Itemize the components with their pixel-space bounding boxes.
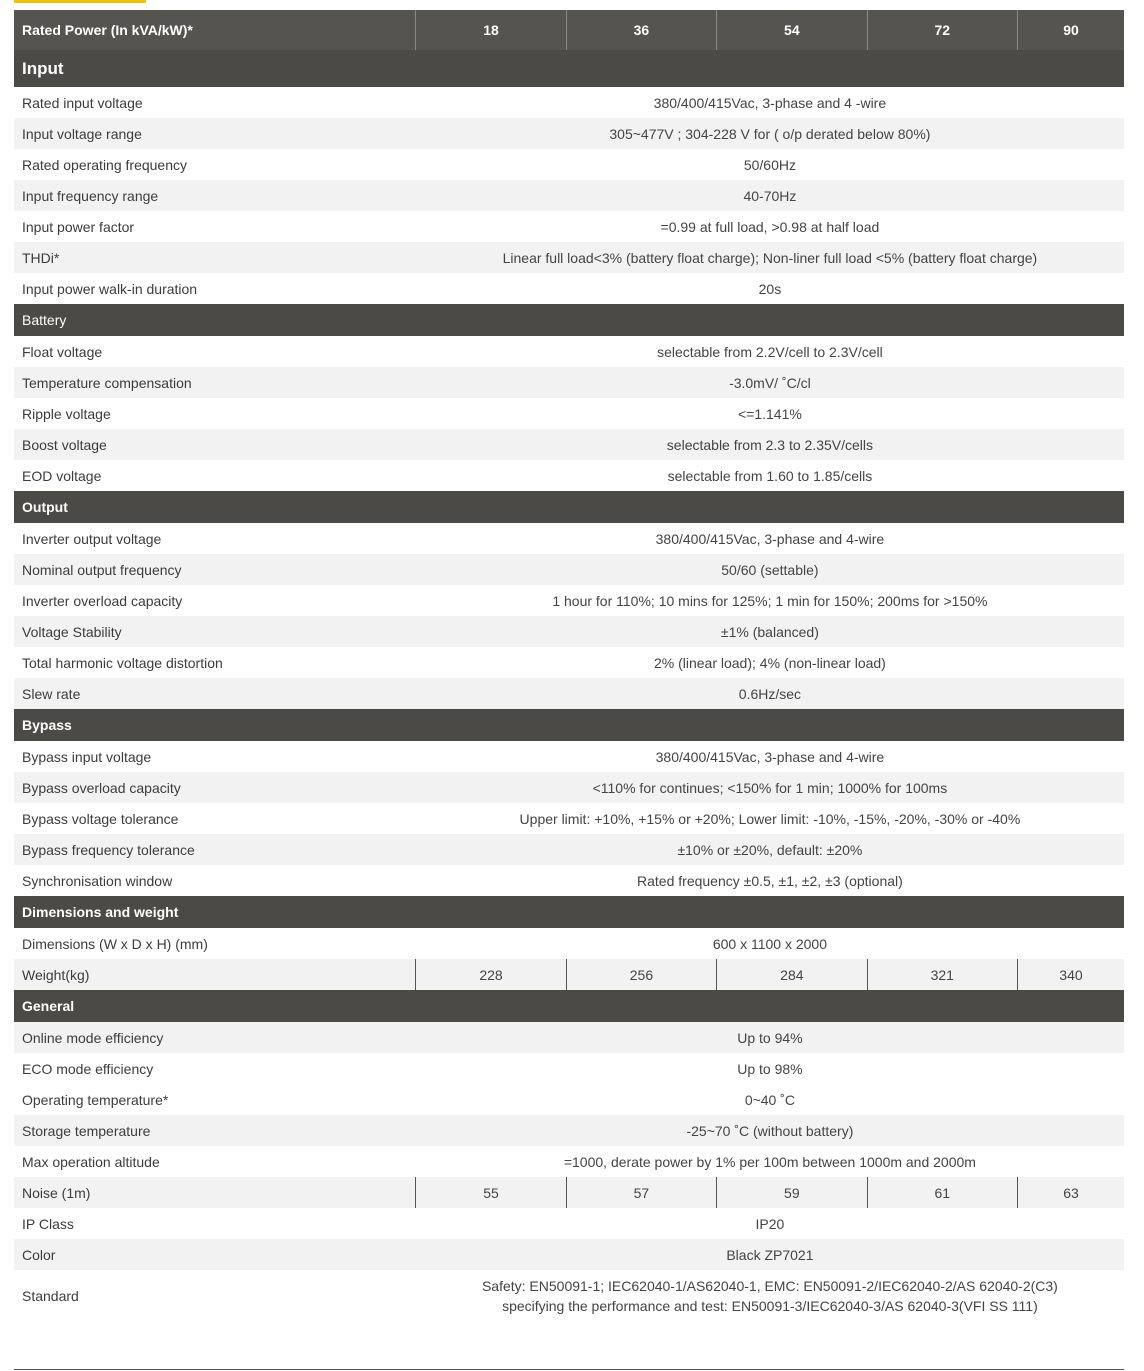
- spec-label: Total harmonic voltage distortion: [22, 654, 223, 671]
- spec-label: Nominal output frequency: [14, 554, 416, 585]
- spec-value: 0.6Hz/sec: [416, 678, 1124, 709]
- spec-value: Rated frequency ±0.5, ±1, ±2, ±3 (optional): [637, 872, 903, 889]
- spec-label: Weight(kg): [14, 959, 416, 990]
- model-72: 72: [867, 10, 1017, 50]
- spec-row: [14, 1115, 1124, 1146]
- rated-power-label: Rated Power (In kVA/kW)*: [14, 10, 416, 50]
- spec-row: [14, 367, 1124, 398]
- spec-label: Input frequency range: [14, 180, 416, 211]
- spec-label: Ripple voltage: [22, 405, 111, 422]
- model-54: 54: [717, 10, 867, 50]
- spec-label: Rated operating frequency: [22, 156, 187, 173]
- spec-row: [14, 1022, 1124, 1053]
- spec-value: 1 hour for 110%; 10 mins for 125%; 1 min for 150%; 200ms for >150%: [552, 592, 988, 609]
- standard-line-2: specifying the performance and test: EN50091-3/IEC62040-3/AS 62040-3(VFI SS 111): [502, 1298, 1038, 1314]
- spec-label: Operating temperature*: [22, 1091, 169, 1108]
- spec-row: [14, 647, 1124, 678]
- noise-72: 61: [867, 1177, 1017, 1208]
- spec-row: [14, 336, 1124, 367]
- model-90: 90: [1017, 10, 1124, 50]
- spec-row: [14, 149, 1124, 180]
- spec-label: Voltage Stability: [14, 616, 416, 647]
- spec-row: [14, 865, 1124, 896]
- spec-label: Standard: [22, 1288, 79, 1304]
- spec-row: [14, 523, 1124, 554]
- weight-18: 228: [416, 959, 566, 990]
- spec-row: [14, 616, 1124, 647]
- spec-row: [14, 741, 1124, 772]
- spec-value: selectable from 2.2V/cell to 2.3V/cell: [657, 343, 883, 360]
- section-title: Battery: [14, 304, 1124, 336]
- spec-label: Synchronisation window: [22, 872, 173, 889]
- spec-value: 380/400/415Vac, 3-phase and 4-wire: [655, 748, 885, 765]
- section-title: General: [14, 990, 1124, 1022]
- spec-label: Bypass voltage tolerance: [22, 810, 179, 827]
- spec-value: Up to 98%: [737, 1060, 803, 1077]
- section-input: [14, 50, 1124, 87]
- spec-row: [14, 398, 1124, 429]
- weight-54: 284: [717, 959, 867, 990]
- spec-label: Storage temperature: [14, 1115, 416, 1146]
- noise-90: 63: [1017, 1177, 1124, 1208]
- section-title: Dimensions and weight: [14, 896, 1124, 928]
- spec-row: [14, 273, 1124, 304]
- section-title: Output: [14, 491, 1124, 523]
- spec-label: Dimensions (W x D x H) (mm): [22, 935, 208, 952]
- spec-value: -3.0mV/ ˚C/cl: [416, 367, 1124, 398]
- noise-row: [14, 1177, 1124, 1208]
- spec-value: 20s: [758, 280, 782, 297]
- model-36: 36: [566, 10, 716, 50]
- spec-row: [14, 87, 1124, 118]
- spec-value: ±1% (balanced): [416, 616, 1124, 647]
- spec-row: [14, 772, 1124, 803]
- spec-label: Inverter overload capacity: [22, 592, 183, 609]
- spec-row: [14, 118, 1124, 149]
- spec-label: ECO mode efficiency: [22, 1060, 154, 1077]
- spec-label: Input power walk-in duration: [22, 280, 198, 297]
- section-dimensions: [14, 896, 1124, 928]
- spec-row: [14, 585, 1124, 616]
- spec-value: selectable from 1.60 to 1.85/cells: [667, 467, 873, 484]
- weight-row: [14, 959, 1124, 990]
- spec-value: 50/60 (settable): [416, 554, 1124, 585]
- spec-row: [14, 460, 1124, 491]
- weight-90: 340: [1017, 959, 1124, 990]
- spec-value: <=1.141%: [737, 405, 802, 422]
- spec-label: Bypass overload capacity: [14, 772, 416, 803]
- spec-label: Inverter output voltage: [22, 530, 162, 547]
- noise-18: 55: [416, 1177, 566, 1208]
- standard-line-1: Safety: EN50091-1; IEC62040-1/AS62040-1, EMC: EN50091-2/IEC62040-2/AS 62040-2(C3): [481, 1278, 1058, 1294]
- spec-row: [14, 834, 1124, 865]
- spec-label: Input voltage range: [14, 118, 416, 149]
- section-output: [14, 491, 1124, 523]
- spec-value: Upper limit: +10%, +15% or +20%; Lower limit: -10%, -15%, -20%, -30% or -40%: [519, 810, 1021, 827]
- spec-row: [14, 242, 1124, 273]
- spec-row: [14, 554, 1124, 585]
- spec-value: 600 x 1100 x 2000: [712, 935, 827, 952]
- section-title: Bypass: [14, 709, 1124, 741]
- standard-value: [416, 1270, 1124, 1322]
- spec-value: selectable from 2.3 to 2.35V/cells: [416, 429, 1124, 460]
- spec-value: Up to 94%: [416, 1022, 1124, 1053]
- section-battery: [14, 304, 1124, 336]
- spec-row: [14, 1146, 1124, 1177]
- header-row: [14, 10, 1124, 50]
- spec-value: <110% for continues; <150% for 1 min; 1000% for 100ms: [416, 772, 1124, 803]
- weight-72: 321: [867, 959, 1017, 990]
- spec-label: Float voltage: [22, 343, 103, 360]
- spec-value: 305~477V ; 304-228 V for ( o/p derated below 80%): [416, 118, 1124, 149]
- spec-table: [14, 10, 1124, 1322]
- spec-label: Bypass input voltage: [22, 748, 152, 765]
- spec-value: Linear full load<3% (battery float charge); Non-liner full load <5% (battery float charge): [416, 242, 1124, 273]
- spec-value: 0~40 ˚C: [744, 1091, 796, 1108]
- spec-row: [14, 1053, 1124, 1084]
- spec-value: =0.99 at full load, >0.98 at half load: [660, 218, 880, 235]
- spec-label: IP Class: [22, 1215, 74, 1232]
- section-general: [14, 990, 1124, 1022]
- spec-value: IP20: [755, 1215, 785, 1232]
- spec-row: [14, 211, 1124, 242]
- spec-label: Online mode efficiency: [14, 1022, 416, 1053]
- spec-row: [14, 803, 1124, 834]
- spec-label: Slew rate: [14, 678, 416, 709]
- bottom-rule: [14, 1369, 1124, 1370]
- spec-row: [14, 429, 1124, 460]
- spec-value: 380/400/415Vac, 3-phase and 4-wire: [655, 530, 885, 547]
- model-18: 18: [416, 10, 566, 50]
- section-title: Input: [14, 50, 1124, 87]
- spec-label: Noise (1m): [14, 1177, 416, 1208]
- spec-value: ±10% or ±20%, default: ±20%: [416, 834, 1124, 865]
- accent-bar: [14, 0, 146, 3]
- spec-label: EOD voltage: [22, 467, 102, 484]
- spec-label: THDi*: [14, 242, 416, 273]
- spec-label: Temperature compensation: [14, 367, 416, 398]
- spec-row: [14, 928, 1124, 959]
- spec-value: =1000, derate power by 1% per 100m between 1000m and 2000m: [563, 1153, 976, 1170]
- spec-row: [14, 1270, 1124, 1322]
- noise-36: 57: [566, 1177, 716, 1208]
- spec-label: Bypass frequency tolerance: [14, 834, 416, 865]
- spec-label: Max operation altitude: [22, 1153, 160, 1170]
- section-bypass: [14, 709, 1124, 741]
- spec-value: 2% (linear load); 4% (non-linear load): [653, 654, 886, 671]
- spec-row: [14, 180, 1124, 211]
- spec-label: Boost voltage: [14, 429, 416, 460]
- spec-label: Input power factor: [22, 218, 135, 235]
- spec-row: [14, 1084, 1124, 1115]
- spec-value: Black ZP7021: [416, 1239, 1124, 1270]
- spec-value: 40-70Hz: [416, 180, 1124, 211]
- spec-label: Rated input voltage: [22, 94, 143, 111]
- noise-54: 59: [717, 1177, 867, 1208]
- spec-value: 380/400/415Vac, 3-phase and 4 -wire: [653, 94, 887, 111]
- spec-row: [14, 1208, 1124, 1239]
- spec-label: Color: [14, 1239, 416, 1270]
- spec-value: -25~70 ˚C (without battery): [416, 1115, 1124, 1146]
- weight-36: 256: [566, 959, 716, 990]
- spec-value: 50/60Hz: [743, 156, 796, 173]
- spec-row: [14, 678, 1124, 709]
- spec-row: [14, 1239, 1124, 1270]
